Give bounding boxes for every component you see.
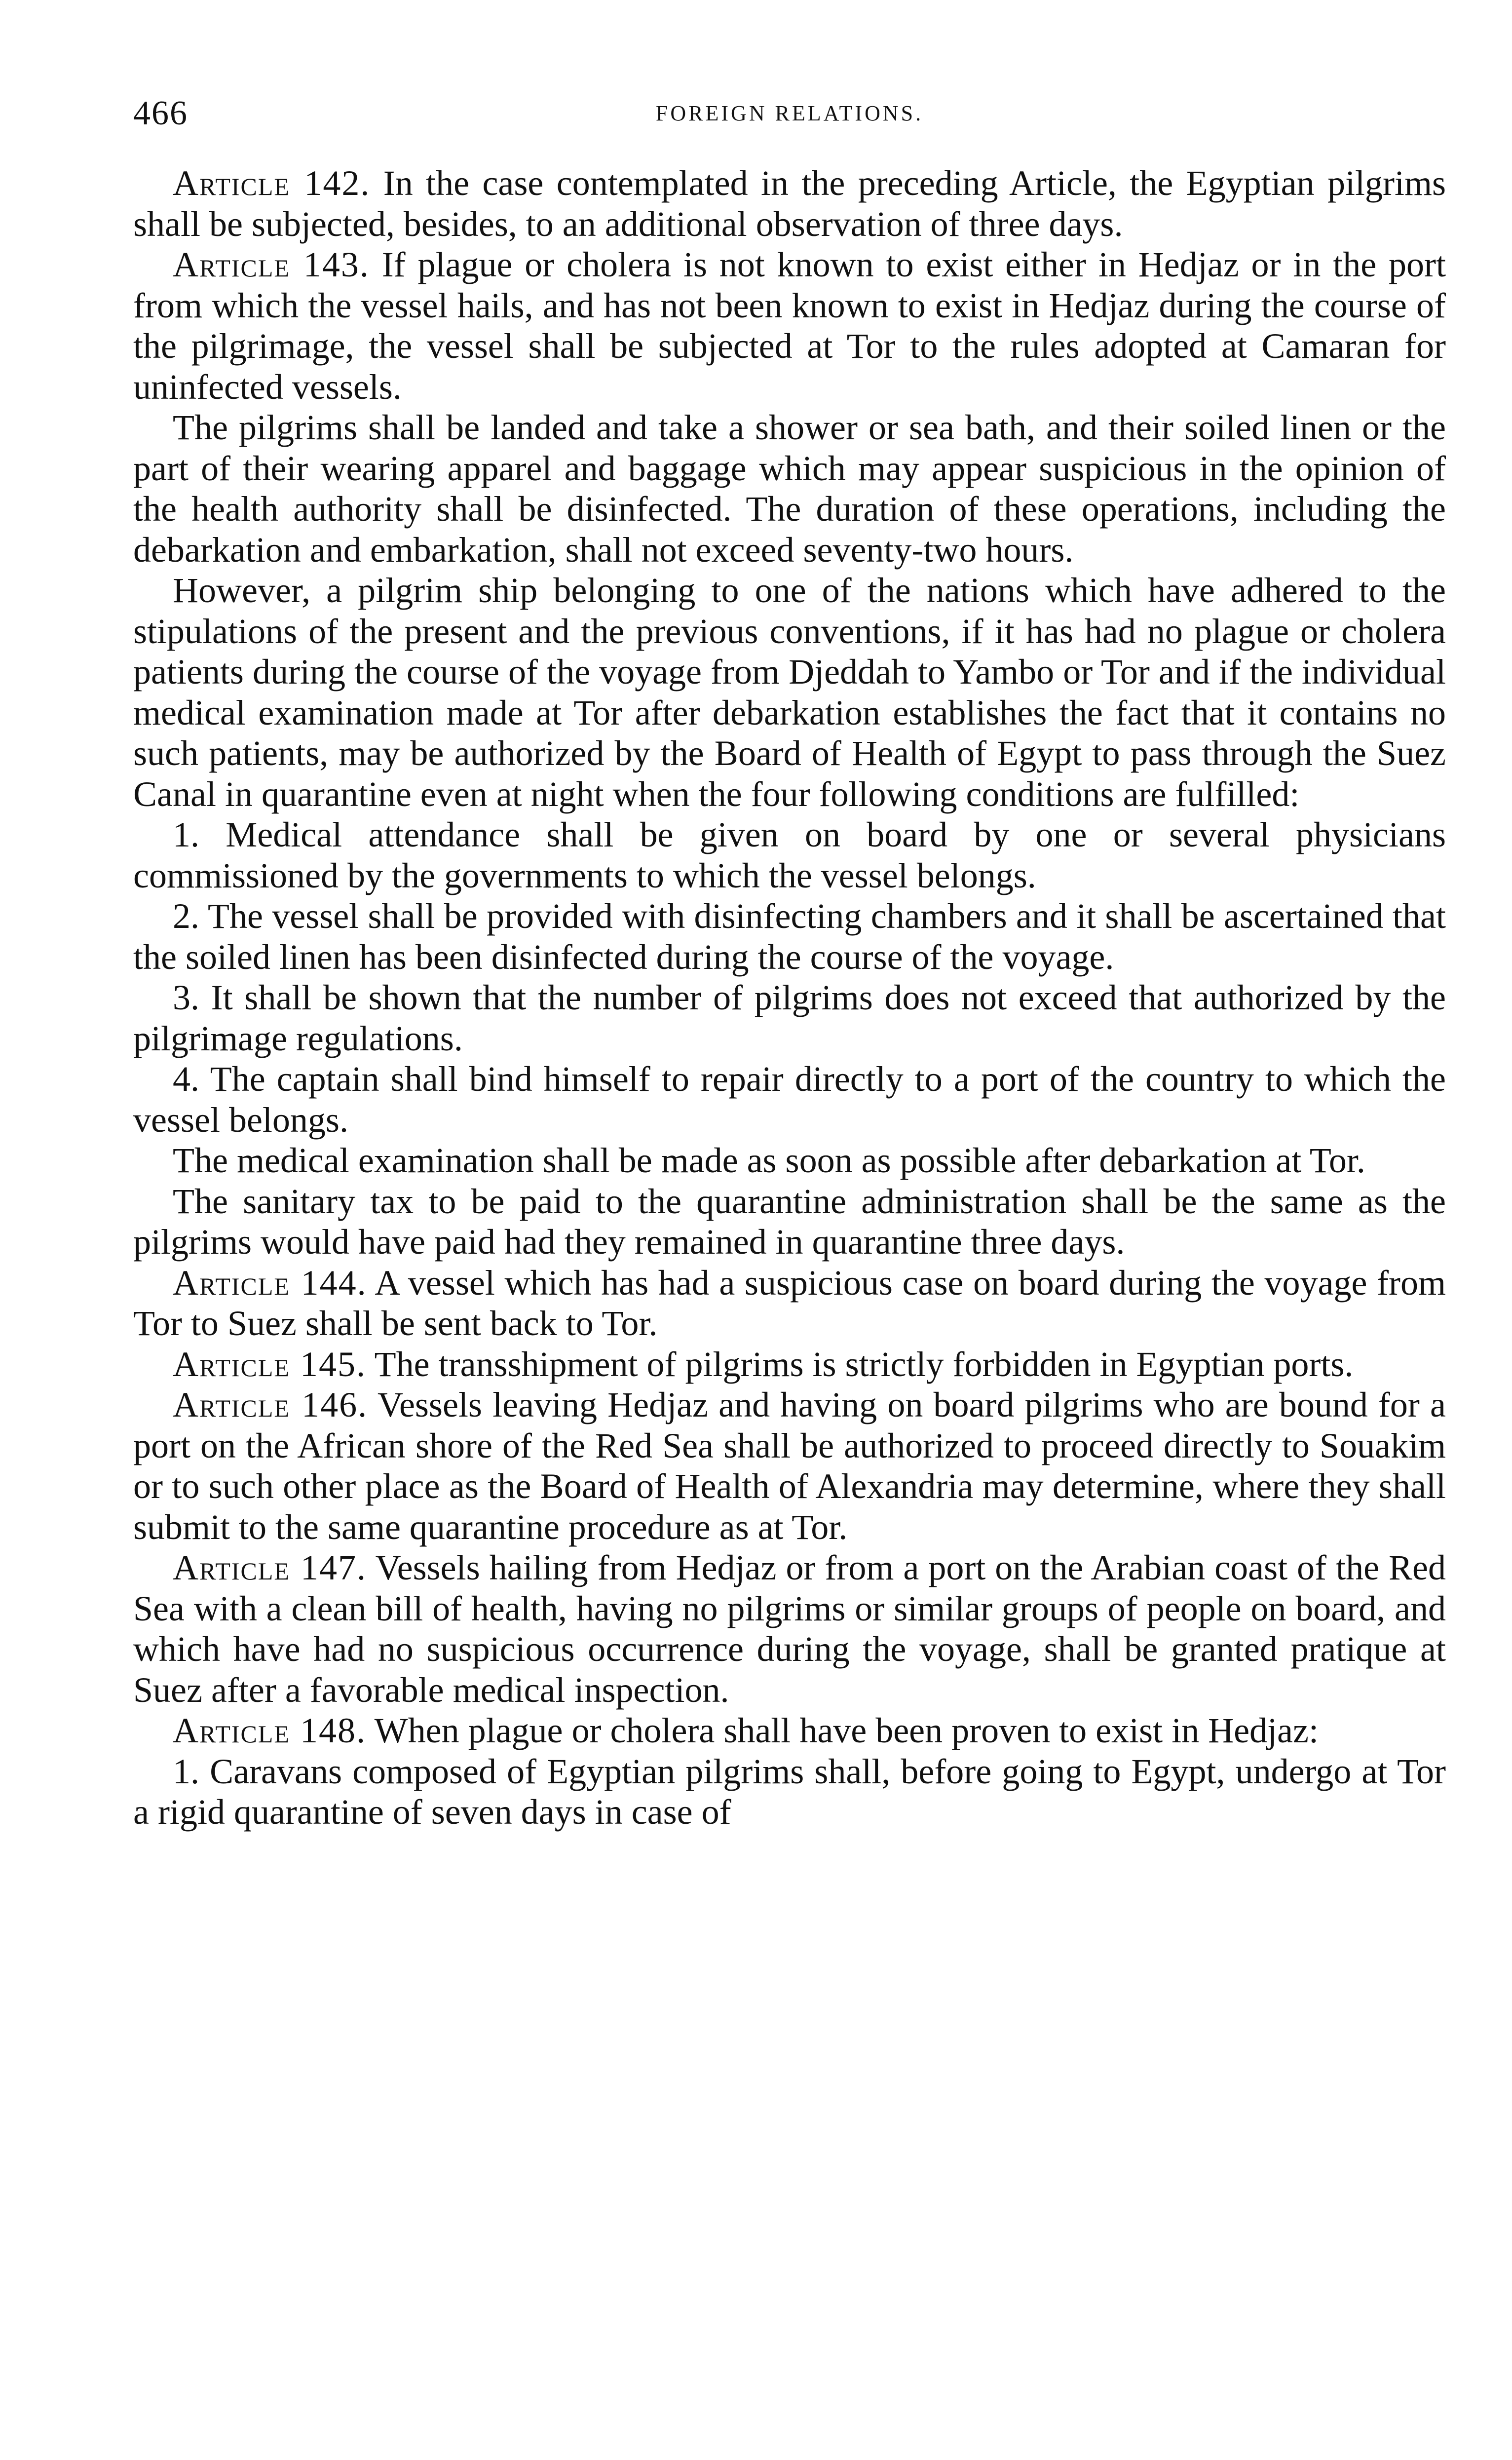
condition-3-paragraph bbox=[133, 977, 1446, 1059]
page-number: 466 bbox=[133, 94, 188, 132]
article-label: Article 146. bbox=[173, 1385, 368, 1424]
paragraph-text: The pilgrims shall be landed and take a shower or sea bath, and their soiled linen or the part of their wearing apparel and baggage which may appear suspicious in the opinion of the health authority shall be disinfected. The duration of these operations, including the debarkation and embarkation, shall not exceed seventy-two hours. bbox=[133, 408, 1446, 570]
running-title: FOREIGN RELATIONS. bbox=[655, 101, 924, 125]
paragraph-text: A vessel which has had a suspicious case on board during the voyage from Tor to Suez shall be sent back to Tor. bbox=[133, 1263, 1446, 1343]
paragraph-text: 1. Caravans composed of Egyptian pilgrims shall, before going to Egypt, undergo at Tor a rigid quarantine of seven days in case of bbox=[133, 1751, 1446, 1832]
paragraph-text: The sanitary tax to be paid to the quarantine administration shall be the same as the pilgrims would have paid had they remained in quarantine three days. bbox=[133, 1181, 1446, 1262]
article-label: Article 142. bbox=[173, 163, 371, 203]
paragraph-text: 1. Medical attendance shall be given on board by one or several physicians commissioned by the governments to which the vessel belongs. bbox=[133, 815, 1446, 895]
paragraph-text: When plague or cholera shall have been proven to exist in Hedjaz: bbox=[366, 1711, 1319, 1750]
article-144-paragraph bbox=[133, 1263, 1446, 1344]
article-142-paragraph bbox=[133, 163, 1446, 244]
article-147-paragraph bbox=[133, 1547, 1446, 1710]
article-label: Article 143. bbox=[173, 245, 370, 284]
document-page bbox=[133, 94, 1446, 1833]
article-146-paragraph bbox=[133, 1384, 1446, 1547]
condition-4-paragraph bbox=[133, 1059, 1446, 1140]
paragraph bbox=[133, 1140, 1446, 1181]
condition-1-paragraph bbox=[133, 814, 1446, 896]
paragraph-text: 4. The captain shall bind himself to repair directly to a port of the country to which the vessel belongs. bbox=[133, 1059, 1446, 1140]
article-label: Article 144. bbox=[173, 1263, 367, 1303]
paragraph-text: The transshipment of pilgrims is strictly forbidden in Egyptian ports. bbox=[366, 1344, 1354, 1384]
paragraph bbox=[133, 1181, 1446, 1263]
paragraph bbox=[133, 407, 1446, 570]
body-text bbox=[133, 163, 1446, 1833]
paragraph bbox=[133, 570, 1446, 814]
paragraph-text: Vessels leaving Hedjaz and having on board pilgrims who are bound for a port on the African shore of the Red Sea shall be authorized to proceed directly to Souakim or to such other place as the Board of Health of Alexandria may determine, where they shall submit to the same quarantine procedure as at Tor. bbox=[133, 1385, 1446, 1547]
paragraph-text: Vessels hailing from Hedjaz or from a port on the Arabian coast of the Red Sea with a clean bill of health, having no pilgrims or similar groups of people on board, and which have had no suspicious occurrence during the voyage, shall be granted pratique at Suez after a favorable medical inspection. bbox=[133, 1548, 1446, 1710]
paragraph-text: The medical examination shall be made as soon as possible after debarkation at Tor. bbox=[173, 1141, 1365, 1180]
condition-2-paragraph bbox=[133, 896, 1446, 977]
article-145-paragraph bbox=[133, 1344, 1446, 1385]
paragraph-text: 2. The vessel shall be provided with disinfecting chambers and it shall be ascertained that the soiled linen has been disinfected during the course of the voyage. bbox=[133, 896, 1446, 977]
article-label: Article 147. bbox=[173, 1548, 367, 1587]
article-148-paragraph bbox=[133, 1710, 1446, 1751]
paragraph-text: If plague or cholera is not known to exist either in Hedjaz or in the port from which the vessel hails, and has not been known to exist in Hedjaz during the course of the pilgrimage, the vessel shall be subjected at Tor to the rules adopted at Camaran for uninfected vessels. bbox=[133, 245, 1446, 407]
paragraph-text: However, a pilgrim ship belonging to one of the nations which have adhered to the stipulations of the present and the previous conventions, if it has had no plague or cholera patients during the course of the voyage from Djeddah to Yambo or Tor and if the individual medical examination made at Tor after debarkation establishes the fact that it contains no such patients, may be authorized by the Board of Health of Egypt to pass through the Suez Canal in quarantine even at night when the four following conditions are fulfilled: bbox=[133, 571, 1446, 814]
article-label: Article 148. bbox=[173, 1711, 366, 1750]
article-label: Article 145. bbox=[173, 1344, 366, 1384]
running-header bbox=[133, 94, 1446, 138]
paragraph-text: 3. It shall be shown that the number of pilgrims does not exceed that authorized by the pilgrimage regulations. bbox=[133, 978, 1446, 1058]
paragraph-text: In the case contemplated in the preceding Article, the Egyptian pilgrims shall be subjected, besides, to an additional observation of three days. bbox=[133, 163, 1446, 244]
article-148-item-1-paragraph bbox=[133, 1751, 1446, 1833]
article-143-paragraph bbox=[133, 244, 1446, 407]
